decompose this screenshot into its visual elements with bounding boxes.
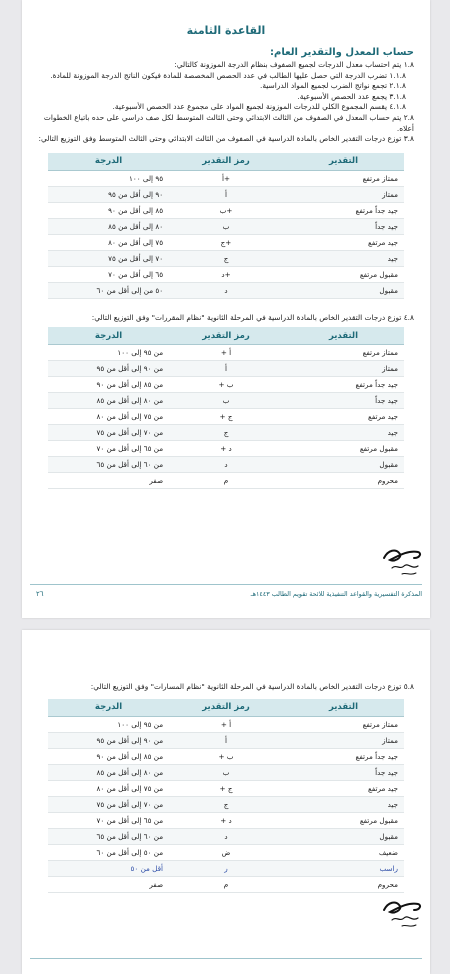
- table-row: [48, 780, 404, 796]
- table-row: [48, 812, 404, 828]
- column-header-symbol: رمز التقدير: [169, 699, 283, 717]
- table-row: [48, 377, 404, 393]
- table-row: [48, 218, 404, 234]
- score-cell: من ٦٠ إلى أقل من ٦٥: [48, 457, 169, 473]
- table-row: [48, 748, 404, 764]
- column-header-grade: التقدير: [283, 327, 404, 345]
- score-cell: ٩٠ إلى أقل من ٩٥: [48, 186, 169, 202]
- table-row: [48, 234, 404, 250]
- symbol-cell: +ب: [169, 202, 283, 218]
- paragraph-8-5: ٥.٨ توزع درجات التقدير الخاص بالمادة الدراسية في المرحلة الثانوية "نظام المسارات" وفق التوزيع التالي:: [90, 682, 414, 691]
- table-row: [48, 457, 404, 473]
- footer-divider: [30, 584, 422, 585]
- paragraph-8-1-3: ٣.١.٨ يجمع عدد الحصص الأسبوعية.: [297, 91, 406, 101]
- score-cell: من ٧٥ إلى أقل من ٨٠: [48, 409, 169, 425]
- score-cell: ٧٥ إلى أقل من ٨٠: [48, 234, 169, 250]
- grade-cell: مقبول: [283, 282, 404, 298]
- symbol-cell: م: [169, 876, 283, 892]
- symbol-cell: د: [169, 828, 283, 844]
- score-cell: من ٥٠ إلى أقل من ٦٠: [48, 844, 169, 860]
- table-row: [48, 764, 404, 780]
- column-header-grade: التقدير: [283, 153, 404, 171]
- table-header-row: [48, 699, 404, 717]
- symbol-cell: أ: [169, 732, 283, 748]
- grade-cell: ضعيف: [283, 844, 404, 860]
- table-row: [48, 282, 404, 298]
- grade-cell: راسب: [283, 860, 404, 876]
- grade-cell: جيد جداً: [283, 393, 404, 409]
- grade-cell: ممتاز: [283, 361, 404, 377]
- score-cell: من ٨٠ إلى أقل من ٨٥: [48, 764, 169, 780]
- paragraph-8-1-2: ٢.١.٨ تجمع نواتج الضرب لجميع المواد الدراسية.: [260, 81, 406, 91]
- symbol-cell: ج +: [169, 780, 283, 796]
- grade-cell: ممتاز مرتفع: [283, 170, 404, 186]
- grade-cell: جيد جداً: [283, 218, 404, 234]
- table-row: [48, 186, 404, 202]
- symbol-cell: د +: [169, 812, 283, 828]
- document-page-2: [22, 630, 430, 974]
- grade-cell: جيد جداً مرتفع: [283, 202, 404, 218]
- column-header-grade: التقدير: [283, 699, 404, 717]
- footer-text: المذكرة التفسيرية والقواعد التنفيذية للائحة تقويم الطالب ١٤٤٣هـ: [250, 590, 422, 598]
- score-cell: من ٧٠ إلى أقل من ٧٥: [48, 796, 169, 812]
- table-row: [48, 393, 404, 409]
- score-cell: ٦٥ إلى أقل من ٧٠: [48, 266, 169, 282]
- score-cell: من ٩٠ إلى أقل من ٩٥: [48, 732, 169, 748]
- paragraph-8-2: ٢.٨ يتم حساب المعدل في الصفوف من الثالث الابتدائي وحتى الثالث المتوسط لكل صف دراسي على حده باتباع الخطوات أعلاه.: [43, 112, 414, 133]
- score-cell: من ٩٥ إلى ١٠٠: [48, 345, 169, 361]
- symbol-cell: ج +: [169, 409, 283, 425]
- grade-cell: جيد جداً مرتفع: [283, 377, 404, 393]
- symbol-cell: ر: [169, 860, 283, 876]
- symbol-cell: +د: [169, 266, 283, 282]
- grade-cell: مقبول مرتفع: [283, 441, 404, 457]
- symbol-cell: ب: [169, 393, 283, 409]
- score-cell: ٥٠ من إلى أقل من ٦٠: [48, 282, 169, 298]
- footer-divider: [30, 958, 422, 959]
- score-cell: من ٦٥ إلى أقل من ٧٠: [48, 812, 169, 828]
- grade-table-1: [48, 153, 404, 299]
- symbol-cell: ج: [169, 250, 283, 266]
- paragraph-8-4: ٤.٨ توزع درجات التقدير الخاص بالمادة الدراسية في المرحلة الثانوية "نظام المقررات" وفق التوزيع التالي:: [91, 312, 414, 322]
- symbol-cell: ج: [169, 796, 283, 812]
- symbol-cell: ب +: [169, 748, 283, 764]
- symbol-cell: ب +: [169, 377, 283, 393]
- grade-cell: جيد: [283, 796, 404, 812]
- document-page-1: [22, 0, 430, 618]
- score-cell: من ٨٥ إلى أقل من ٩٠: [48, 748, 169, 764]
- symbol-cell: د +: [169, 441, 283, 457]
- page-number: ٢٦: [36, 590, 44, 598]
- column-header-symbol: رمز التقدير: [169, 327, 283, 345]
- score-cell: من ٨٠ إلى أقل من ٨٥: [48, 393, 169, 409]
- table-row: [48, 170, 404, 186]
- grade-cell: مقبول: [283, 828, 404, 844]
- score-cell: من ٩٠ إلى أقل من ٩٥: [48, 361, 169, 377]
- paragraph-8-3: ٣.٨ توزع درجات التقدير الخاص بالمادة الدراسية في الصفوف من الثالث الابتدائي وحتى الثالث المتوسط وفق التوزيع التالي:: [38, 134, 414, 144]
- score-cell: صفر: [48, 876, 169, 892]
- table-row: [48, 409, 404, 425]
- symbol-cell: +ج: [169, 234, 283, 250]
- score-cell: ٨٥ إلى أقل من ٩٠: [48, 202, 169, 218]
- handwritten-signature: [378, 540, 426, 580]
- symbol-cell: ض: [169, 844, 283, 860]
- symbol-cell: ج: [169, 425, 283, 441]
- score-cell: من ٧٠ إلى أقل من ٧٥: [48, 425, 169, 441]
- symbol-cell: د: [169, 457, 283, 473]
- score-cell: ٩٥ إلى ١٠٠: [48, 170, 169, 186]
- score-cell: من ٩٥ إلى ١٠٠: [48, 716, 169, 732]
- grade-cell: جيد مرتفع: [283, 409, 404, 425]
- column-header-score: الدرجة: [48, 153, 169, 171]
- score-cell: أقل من ٥٠: [48, 860, 169, 876]
- grade-cell: ممتاز: [283, 732, 404, 748]
- grade-cell: جيد: [283, 425, 404, 441]
- section-heading: حساب المعدل والتقدير العام:: [270, 47, 414, 58]
- column-header-score: الدرجة: [48, 699, 169, 717]
- symbol-cell: م: [169, 473, 283, 489]
- table-row: [48, 796, 404, 812]
- score-cell: من ٨٥ إلى أقل من ٩٠: [48, 377, 169, 393]
- handwritten-signature: [378, 892, 426, 932]
- score-cell: صفر: [48, 473, 169, 489]
- grade-cell: جيد جداً: [283, 764, 404, 780]
- grade-cell: محروم: [283, 473, 404, 489]
- table-row: [48, 202, 404, 218]
- table-row: [48, 250, 404, 266]
- grade-table-3: [48, 699, 404, 893]
- score-cell: ٨٠ إلى أقل من ٨٥: [48, 218, 169, 234]
- table-row: [48, 732, 404, 748]
- symbol-cell: د: [169, 282, 283, 298]
- table-row-fail: [48, 860, 404, 876]
- paragraph-8-1-1: ١.١.٨ تضرب الدرجة التي حصل عليها الطالب في عدد الحصص المخصصة للمادة فيكون الناتج الدرجة الموزونة للمادة.: [50, 70, 406, 80]
- symbol-cell: ب: [169, 218, 283, 234]
- symbol-cell: أ +: [169, 345, 283, 361]
- table-row: [48, 345, 404, 361]
- column-header-symbol: رمز التقدير: [169, 153, 283, 171]
- symbol-cell: ب: [169, 764, 283, 780]
- score-cell: من ٦٥ إلى أقل من ٧٠: [48, 441, 169, 457]
- grade-cell: جيد: [283, 250, 404, 266]
- symbol-cell: أ: [169, 186, 283, 202]
- grade-cell: ممتاز مرتفع: [283, 345, 404, 361]
- grade-cell: مقبول: [283, 457, 404, 473]
- grade-cell: محروم: [283, 876, 404, 892]
- table-row: [48, 425, 404, 441]
- table-header-row: [48, 327, 404, 345]
- table-header-row: [48, 153, 404, 171]
- grade-table-2: [48, 327, 404, 489]
- symbol-cell: +أ: [169, 170, 283, 186]
- table-row: [48, 828, 404, 844]
- paragraph-8-1-4: ٤.١.٨ يقسم المجموع الكلي للدرجات الموزونة لجميع المواد على مجموع عدد الحصص الأسبوعية.: [112, 102, 406, 112]
- paragraph-8-1: ١.٨ يتم احتساب معدل الدرجات لجميع الصفوف بنظام الدرجة الموزونة كالتالي:: [174, 60, 414, 69]
- table-row: [48, 441, 404, 457]
- grade-cell: جيد جداً مرتفع: [283, 748, 404, 764]
- table-row: [48, 361, 404, 377]
- table-row: [48, 716, 404, 732]
- symbol-cell: أ +: [169, 716, 283, 732]
- score-cell: ٧٠ إلى أقل من ٧٥: [48, 250, 169, 266]
- table-row: [48, 844, 404, 860]
- table-row: [48, 266, 404, 282]
- grade-cell: ممتاز: [283, 186, 404, 202]
- grade-cell: مقبول مرتفع: [283, 812, 404, 828]
- grade-cell: جيد مرتفع: [283, 234, 404, 250]
- table-row: [48, 473, 404, 489]
- symbol-cell: أ: [169, 361, 283, 377]
- grade-cell: ممتاز مرتفع: [283, 716, 404, 732]
- grade-cell: مقبول مرتفع: [283, 266, 404, 282]
- table-row: [48, 876, 404, 892]
- column-header-score: الدرجة: [48, 327, 169, 345]
- rule-title: القاعدة الثامنة: [186, 24, 266, 37]
- score-cell: من ٧٥ إلى أقل من ٨٠: [48, 780, 169, 796]
- score-cell: من ٦٠ إلى أقل من ٦٥: [48, 828, 169, 844]
- grade-cell: جيد مرتفع: [283, 780, 404, 796]
